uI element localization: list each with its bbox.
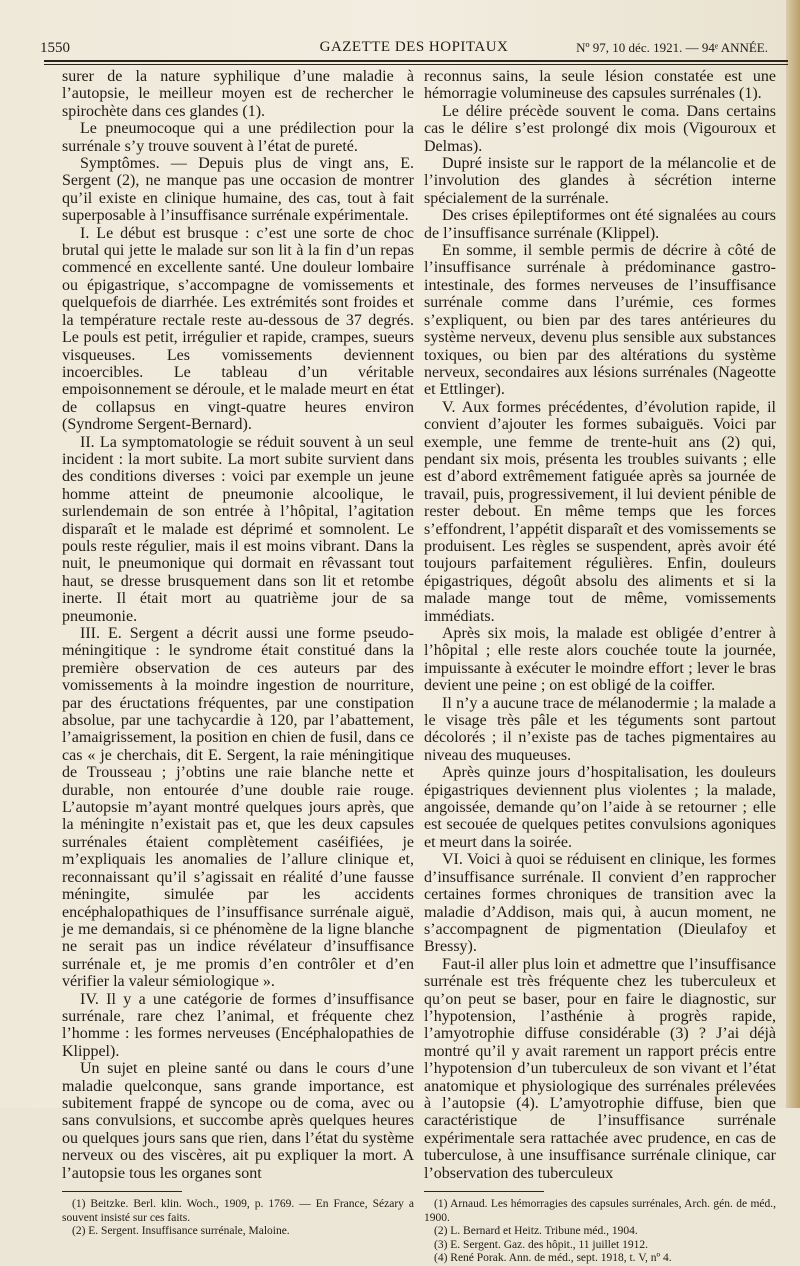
paragraph: Des crises épileptiformes ont été signalées au cours de l’insuffisance surrénale (Klippel).	[424, 207, 776, 242]
footnote: (3) E. Sergent. Gaz. des hôpit., 11 juillet 1912.	[434, 1238, 648, 1251]
paragraph: Le délire précède souvent le coma. Dans certains cas le délire s’est prolongé dix mois (Vigouroux et Delmas).	[424, 102, 776, 155]
page-edge	[786, 0, 800, 1108]
paragraph: VI. Voici à quoi se réduisent en clinique, les formes d’insuffisance surrénale. Il convient d’en rapprocher certaines formes chroniques de transition avec la maladie d’Addison, mais qui, à aucun moment, ne s’accompagnent de pigmentation (Dieulafoy et Bressy).	[424, 851, 776, 956]
paragraph: IV. Il y a une catégorie de formes d’insuffisance surrénale, rare chez l’animal, et fréquente chez l’homme : les formes nerveuses (Encéphalopathies de Klippel).	[62, 990, 414, 1060]
header-rule-thin	[44, 64, 788, 65]
paragraph: En somme, il semble permis de décrire à côté de l’insuffisance surrénale à prédominance gastro-intestinale, des formes nerveuses de l’insuffisance surrénale comme dans l’urémie, ces formes s’expliquent, ou bien par des tares antérieures du système nerveux, devenu plus sensible aux substances toxiques, ou bien par des altérations du système nerveux, secondaires aux lésions surrénales (Nageotte et Ettlinger).	[424, 242, 776, 399]
paragraph: Après six mois, la malade est obligée d’entrer à l’hôpital ; elle reste alors couchée toute la journée, impuissante à exécuter le moindre effort ; lever le bras devient une peine ; on est obligé de la coiffer.	[424, 625, 776, 695]
footnote-rule	[62, 1191, 182, 1192]
paragraph: Symptômes. — Depuis plus de vingt ans, E. Sergent (2), ne manque pas une occasion de montrer qu’il existe en clinique humaine, des cas, tout à fait superposable à l’insuffisance surrénale expérimentale.	[62, 155, 414, 225]
footnotes	[62, 1198, 414, 1239]
footnote-rule	[424, 1191, 544, 1192]
footnote: (2) L. Bernard et Heitz. Tribune méd., 1904.	[434, 1225, 638, 1237]
footnote: (1) Arnaud. Les hémorragies des capsules surrénales, Arch. gén. de méd., 1900.	[424, 1198, 776, 1224]
footnote: (2) E. Sergent. Insuffisance surrénale, Maloine.	[72, 1225, 290, 1237]
page-number: 1550	[40, 40, 70, 56]
paragraph: Faut-il aller plus loin et admettre que l’insuffisance surrénale est très fréquente chez les tuberculeux et qu’on peut se baser, pour en faire le diagnostic, sur l’hypotension, l’asthénie à progrès rapide, l’amyotrophie diffuse considérable (3) ? J’ai déjà montré qu’il y avait rarement un rapport précis entre l’hypotension d’un tuberculeux de son vivant et l’état anatomique et physiologique des surrénales prélevées à l’autopsie (4). L’amyotrophie diffuse, bien que caractéristique de l’insuffisance surrénale expérimentale sera rattachée avec prudence, en cas de tuberculose, à une insuffisance surrénale clinique, car l’observation des tuberculeux	[424, 955, 776, 1182]
footnote: (1) Beitzke. Berl. klin. Woch., 1909, p. 1769. — En France, Sézary a souvent insisté sur ces faits.	[62, 1198, 414, 1224]
paragraph: I. Le début est brusque : c’est une sorte de choc brutal qui jette le malade sur son lit à la fin d’un repas commencé en excellente santé. Une douleur lombaire ou épigastrique, s’accompagne de vomissements et quelquefois de diarrhée. Les extrémités sont froides et la température rectale reste au-dessous de 37 degrés. Le pouls est petit, irrégulier et rapide, crampes, sueurs visqueuses. Les vomissements deviennent incoercibles. Le tableau d’un véritable empoisonnement se déroule, et le malade meurt en état de collapsus en vingt-quatre heures environ (Syndrome Sergent-Bernard).	[62, 224, 414, 434]
header-rule-thick	[44, 60, 788, 62]
paragraph: III. E. Sergent a décrit aussi une forme pseudo-méningitique : le syndrome était constitué dans la première observation de ces auteurs par des vomissements à la moindre ingestion de nourriture, par des éructations fréquentes, par une constipation absolue, par une tachycardie à 120, par l’abattement, l’amaigrissement, la position en chien de fusil, dans ce cas « je cherchais, dit E. Sergent, la raie méningitique de Trousseau ; j’obtins une raie blanche nette et durable, non entourée d’une double raie rouge. L’autopsie m’ayant montré quelques jours après, que la méningite n’existait pas et, que les deux capsules surrénales étaient complètement caséifiées, je m’expliquais les anomalies de l’allure clinique et, reconnaissant qu’il s’agissait en réalité d’une fausse méningite, simulée par les accidents encéphalopathiques de l’insuffisance surrénale aiguë, je me demandais, si ce phénomène de la ligne blanche ne serait pas un indice révélateur d’insuffisance surrénale et, je me promis d’en contrôler et d’en vérifier la valeur sémiologique ».	[62, 625, 414, 991]
paragraph: II. La symptomatologie se réduit souvent à un seul incident : la mort subite. La mort subite survient dans des conditions diverses : voici par exemple un jeune homme atteint de pneumonie alcoolique, le surlendemain de son entrée à l’hôpital, l’agitation disparaît et le malade est déprimé et somnolent. Le pouls reste régulier, mais il est moins vibrant. Dans la nuit, le pneumonique qui dormait en rêvassant tout haut, se dresse brusquement dans son lit et retombe inerte. Il était mort au quatrième jour de sa pneumonie.	[62, 433, 414, 625]
footnote: (4) René Porak. Ann. de méd., sept. 1918, t. V, nº 4.	[434, 1252, 672, 1264]
journal-title: GAZETTE DES HOPITAUX	[319, 39, 509, 55]
paragraph: surer de la nature syphilique d’une maladie à l’autopsie, le meilleur moyen est de rechercher le spirochète dans ces glandes (1).	[62, 68, 414, 120]
paragraph: Dupré insiste sur le rapport de la mélancolie et de l’involution des glandes à sécrétion interne spécialement de la surrénale.	[424, 155, 776, 207]
issue-info: Nº 97, 10 déc. 1921. — 94ᵉ ANNÉE.	[576, 40, 768, 55]
left-column	[62, 68, 414, 1239]
paragraph: Après quinze jours d’hospitalisation, les douleurs épigastriques deviennent plus violentes ; la malade, angoissée, demande qu’on l’aide à se retourner ; elle est secouée de quelques petites convulsions agoniques et meurt dans la soirée.	[424, 764, 776, 851]
footnotes	[424, 1198, 776, 1266]
page-header	[40, 36, 788, 62]
paragraph: Un sujet en pleine santé ou dans le cours d’une maladie quelconque, sans grande importance, est subitement frappé de syncope ou de coma, avec ou sans convulsions, et succombe après quelques heures ou quelques jours sans que rien, dans l’état du système nerveux ou des viscères, ait pu expliquer la mort. A l’autopsie tous les organes sont	[62, 1060, 414, 1182]
paragraph: reconnus sains, la seule lésion constatée est une hémorragie volumineuse des capsules surrénales (1).	[424, 68, 776, 103]
paragraph: V. Aux formes précédentes, d’évolution rapide, il convient d’ajouter les formes subaiguës. Voici par exemple, une femme de trente-huit ans (2) qui, pendant six mois, présenta les troubles suivants ; elle est d’abord extrêmement fatiguée après sa journée de travail, puis, progressivement, il lui devient pénible de rester debout. En même temps que les forces s’effondrent, l’appétit disparaît et des vomissements se produisent. Les règles se suspendent, après avoir été toujours parfaitement régulières. Enfin, douleurs épigastriques, dégoût absolu des aliments et si la malade mange tout de même, vomissements immédiats.	[424, 398, 776, 625]
right-column	[424, 68, 776, 1266]
paragraph: Le pneumocoque qui a une prédilection pour la surrénale s’y trouve souvent à l’état de pureté.	[62, 120, 414, 155]
paragraph: Il n’y a aucune trace de mélanodermie ; la malade a le visage très pâle et les téguments sont partout décolorés ; il n’existe pas de taches pigmentaires au niveau des muqueuses.	[424, 694, 776, 764]
